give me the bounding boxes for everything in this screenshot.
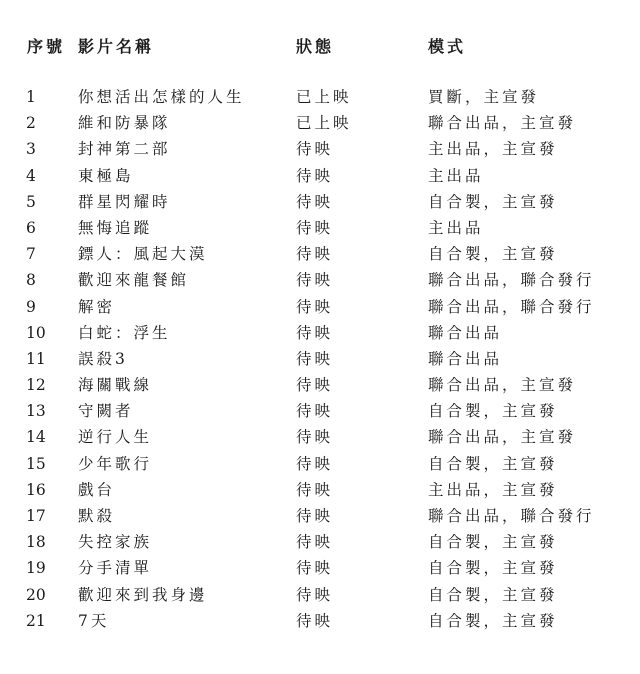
header-status: 狀態 [296,37,335,56]
table-row [0,215,640,241]
row-title: 7天 [78,611,110,630]
row-mode: 自合製，主宣發 [428,611,558,630]
table-body [0,84,640,634]
row-mode: 主出品 [428,166,484,185]
row-number: 19 [26,559,46,578]
row-mode: 聯合出品，主宣發 [428,376,577,395]
row-mode: 聯合出品 [428,323,503,342]
row-title: 維和防暴隊 [78,114,171,133]
row-number: 13 [26,402,46,421]
row-mode: 自合製，主宣發 [428,533,558,552]
header-title: 影片名稱 [78,37,155,56]
row-status: 待映 [296,428,334,447]
row-number: 4 [26,166,36,185]
row-mode: 聯合出品，聯合發行 [428,271,595,290]
row-number: 15 [26,454,46,473]
table-row [0,372,640,398]
table-row [0,136,640,162]
row-status: 待映 [296,611,334,630]
row-number: 5 [26,192,36,211]
table-row [0,320,640,346]
row-status: 已上映 [296,88,352,106]
table-row [0,424,640,450]
row-title: 歡迎來龍餐館 [78,271,190,290]
row-mode: 聯合出品，主宣發 [428,428,577,447]
row-status: 待映 [296,507,334,525]
row-number: 21 [26,611,46,630]
row-title: 戲台 [78,480,116,499]
row-title: 東極島 [78,166,134,185]
row-mode: 主出品 [428,218,484,237]
table-row [0,582,640,608]
header-mode: 模式 [428,37,467,56]
row-status: 待映 [296,140,334,159]
row-title: 守闕者 [78,402,134,421]
row-number: 1 [26,88,36,106]
row-title: 無悔追蹤 [78,218,153,237]
row-title: 逆行人生 [78,428,153,447]
row-status: 待映 [296,297,334,316]
row-mode: 自合製，主宣發 [428,454,558,473]
row-mode: 自合製，主宣發 [428,585,558,604]
row-title: 歡迎來到我身邊 [78,585,208,604]
table-row [0,451,640,477]
row-title: 默殺 [78,507,116,525]
row-title: 失控家族 [78,533,153,552]
row-status: 待映 [296,245,334,264]
row-status: 待映 [296,376,334,395]
row-status: 待映 [296,218,334,237]
row-number: 9 [26,297,36,316]
row-number: 3 [26,140,36,159]
row-title: 你想活出怎樣的人生 [78,88,245,106]
row-status: 待映 [296,323,334,342]
table-row [0,608,640,634]
row-status: 待映 [296,192,334,211]
row-mode: 聯合出品，聯合發行 [428,507,595,525]
row-number: 16 [26,480,46,499]
table-row [0,503,640,529]
row-title: 誤殺3 [78,349,128,368]
row-title: 分手清單 [78,559,153,578]
row-number: 20 [26,585,46,604]
table-row [0,267,640,293]
row-number: 12 [26,376,46,395]
table-row [0,294,640,320]
table-header [0,34,640,58]
row-mode: 主出品，主宣發 [428,480,558,499]
row-status: 待映 [296,454,334,473]
table-row [0,555,640,581]
row-status: 待映 [296,271,334,290]
table-row [0,346,640,372]
row-mode: 自合製，主宣發 [428,402,558,421]
row-number: 8 [26,271,36,290]
row-number: 7 [26,245,36,264]
table-row [0,398,640,424]
row-title: 封神第二部 [78,140,171,159]
row-mode: 聯合出品，主宣發 [428,114,577,133]
row-title: 群星閃耀時 [78,192,171,211]
row-number: 14 [26,428,46,447]
row-number: 10 [26,323,46,342]
row-number: 2 [26,114,36,133]
row-status: 待映 [296,480,334,499]
row-number: 6 [26,218,36,237]
table-row [0,163,640,189]
row-status: 待映 [296,533,334,552]
header-no: 序號 [27,37,66,56]
row-title: 白蛇：浮生 [78,323,171,342]
table-row [0,477,640,503]
row-number: 18 [26,533,46,552]
row-status: 待映 [296,402,334,421]
row-status: 已上映 [296,114,352,133]
row-mode: 自合製，主宣發 [428,245,558,264]
table-row [0,529,640,555]
table-row [0,241,640,267]
row-mode: 自合製，主宣發 [428,559,558,578]
row-status: 待映 [296,166,334,185]
table-row [0,189,640,215]
table-row [0,84,640,110]
row-number: 17 [26,507,46,525]
row-number: 11 [26,349,46,368]
row-title: 少年歌行 [78,454,153,473]
row-mode: 聯合出品，聯合發行 [428,297,595,316]
row-mode: 主出品，主宣發 [428,140,558,159]
row-status: 待映 [296,559,334,578]
row-mode: 自合製，主宣發 [428,192,558,211]
row-mode: 聯合出品 [428,349,503,368]
row-mode: 買斷，主宣發 [428,88,540,106]
row-title: 鏢人：風起大漠 [78,245,208,264]
row-status: 待映 [296,349,334,368]
row-status: 待映 [296,585,334,604]
table-row [0,110,640,136]
row-title: 海關戰線 [78,376,153,395]
row-title: 解密 [78,297,116,316]
